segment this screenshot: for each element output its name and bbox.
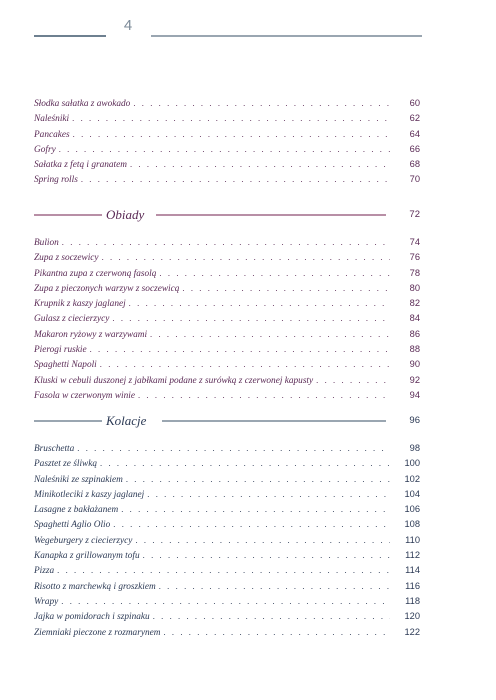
toc-entry-page: 80 — [409, 282, 420, 293]
toc-dot-leader — [159, 579, 390, 594]
toc-entry-page: 74 — [409, 237, 420, 247]
toc-entry-title: Spring rolls — [34, 175, 78, 186]
toc-dot-leader — [100, 456, 390, 471]
toc-entry-title: Pierogi ruskie — [34, 345, 87, 356]
toc-entry-title: Bruschetta — [34, 444, 75, 454]
toc-entry-page: 68 — [409, 159, 420, 170]
section-rule-left — [34, 420, 102, 422]
toc-entry-title: Naleśniki ze szpinakiem — [34, 474, 123, 485]
toc-entry-page: 86 — [409, 328, 420, 339]
toc-entry-page: 62 — [409, 113, 420, 124]
toc-entry-page: 118 — [405, 595, 420, 606]
toc-entry — [34, 441, 420, 456]
section-heading-kolacje — [34, 411, 420, 431]
toc-entry-title: Pikantna zupa z czerwoną fasolą — [34, 268, 157, 279]
toc-entry-page: 110 — [405, 534, 420, 545]
header-rule-right — [151, 35, 422, 37]
header-rule-left — [34, 35, 106, 37]
toc-entry-title: Risotto z marchewką i groszkiem — [34, 581, 156, 592]
toc-dot-leader — [77, 441, 390, 456]
toc-entry — [34, 250, 420, 265]
toc-entry — [34, 266, 420, 281]
toc-list-kolacje — [34, 441, 420, 640]
toc-entry-page: 112 — [405, 550, 420, 561]
toc-entry-page: 114 — [405, 565, 420, 576]
toc-entry — [34, 533, 420, 548]
toc-entry-title: Minikotleciki z kaszy jaglanej — [34, 489, 145, 500]
toc-entry-title: Jajka w pomidorach i szpinaku — [34, 612, 150, 623]
toc-entry — [34, 142, 420, 157]
toc-entry — [34, 388, 420, 403]
toc-entry — [34, 594, 420, 609]
toc-entry — [34, 373, 420, 388]
toc-entry — [34, 517, 420, 532]
toc-entry-title: Pancakes — [34, 129, 70, 140]
toc-entry — [34, 296, 420, 311]
toc-dot-leader — [135, 533, 390, 548]
toc-dot-leader — [130, 157, 390, 172]
section-heading-obiady — [34, 205, 420, 225]
toc-dot-leader — [138, 388, 390, 403]
toc-entry — [34, 357, 420, 372]
toc-dot-leader — [163, 625, 390, 640]
toc-dot-leader — [73, 127, 390, 142]
toc-entry — [34, 579, 420, 594]
toc-entry-page: 120 — [404, 611, 420, 622]
toc-entry-page: 70 — [409, 174, 420, 185]
toc-entry — [34, 127, 420, 142]
page-number: 4 — [123, 17, 133, 34]
toc-dot-leader — [133, 96, 390, 111]
toc-entry-title: Makaron ryżowy z warzywami — [34, 329, 148, 340]
toc-entry — [34, 235, 420, 250]
toc-entry — [34, 311, 420, 326]
toc-entry — [34, 487, 420, 502]
toc-entry-page: 78 — [409, 267, 420, 278]
section-page-number: 96 — [409, 415, 420, 426]
toc-entry-page: 116 — [405, 580, 420, 591]
toc-dot-leader — [81, 172, 390, 187]
toc-dot-leader — [102, 250, 390, 265]
toc-dot-leader — [126, 472, 390, 487]
toc-entry-page: 60 — [409, 98, 420, 108]
toc-entry — [34, 625, 420, 640]
toc-entry-page: 102 — [404, 473, 420, 484]
toc-dot-leader — [147, 487, 390, 502]
toc-entry-page: 122 — [404, 626, 420, 637]
toc-entry-title: Spaghetti Napoli — [34, 360, 97, 371]
toc-entry — [34, 96, 420, 111]
toc-entry-page: 100 — [404, 458, 420, 469]
toc-entry-title: Kanapka z grillowanym tofu — [34, 551, 140, 562]
toc-dot-leader — [150, 327, 390, 342]
toc-dot-leader — [90, 342, 390, 357]
section-rule-right — [156, 214, 386, 216]
toc-dot-leader — [57, 563, 390, 578]
toc-list-breakfast — [34, 96, 420, 188]
section-rule-left — [34, 214, 102, 216]
toc-entry-title: Zupa z pieczonych warzyw z soczewicą — [34, 283, 180, 294]
toc-entry-page: 88 — [409, 344, 420, 355]
toc-dot-leader — [62, 235, 390, 250]
toc-dot-leader — [159, 266, 390, 281]
toc-entry — [34, 281, 420, 296]
toc-entry-title: Krupnik z kaszy jaglanej — [34, 299, 126, 310]
toc-entry-title: Słodka sałatka z awokado — [34, 99, 131, 109]
toc-entry — [34, 327, 420, 342]
toc-dot-leader — [121, 502, 390, 517]
toc-dot-leader — [182, 281, 390, 296]
toc-entry-page: 104 — [404, 488, 420, 499]
toc-entry-page: 98 — [409, 443, 420, 453]
toc-dot-leader — [100, 357, 390, 372]
toc-entry-title: Pizza — [34, 566, 55, 577]
toc-entry — [34, 172, 420, 187]
toc-dot-leader — [112, 311, 390, 326]
toc-entry — [34, 548, 420, 563]
toc-entry-page: 90 — [409, 359, 420, 370]
section-title: Obiady — [106, 207, 145, 222]
toc-entry-title: Gulasz z ciecierzycy — [34, 314, 110, 325]
toc-entry-title: Bulion — [34, 238, 59, 248]
toc-entry-title: Ziemniaki pieczone z rozmarynem — [34, 627, 161, 638]
toc-entry-title: Fasola w czerwonym winie — [34, 390, 135, 401]
toc-list-obiady — [34, 235, 420, 403]
toc-dot-leader — [316, 373, 390, 388]
toc-entry-title: Lasagne z bakłażanem — [34, 505, 119, 516]
toc-dot-leader — [59, 142, 390, 157]
toc-entry-page: 92 — [409, 374, 420, 385]
toc-dot-leader — [72, 111, 390, 126]
toc-entry — [34, 563, 420, 578]
toc-entry-title: Pasztet ze śliwką — [34, 459, 98, 470]
toc-dot-leader — [153, 609, 390, 624]
toc-entry-page: 106 — [404, 504, 420, 515]
toc-entry — [34, 472, 420, 487]
toc-entry — [34, 456, 420, 471]
toc-entry-title: Zupa z soczewicy — [34, 253, 99, 264]
toc-entry-page: 84 — [409, 313, 420, 324]
section-rule-right — [162, 420, 386, 422]
toc-entry-page: 108 — [404, 519, 420, 530]
toc-entry-title: Naleśniki — [34, 114, 70, 125]
toc-dot-leader — [113, 517, 390, 532]
toc-entry-page: 66 — [409, 143, 420, 154]
toc-dot-leader — [129, 296, 390, 311]
toc-entry-title: Sałatka z fetą i granatem — [34, 160, 127, 171]
toc-entry-title: Wrapy — [34, 596, 59, 607]
toc-entry — [34, 157, 420, 172]
toc-entry — [34, 502, 420, 517]
toc-entry-title: Gofry — [34, 144, 56, 155]
toc-dot-leader — [143, 548, 390, 563]
toc-entry-title: Spaghetti Aglio Olio — [34, 520, 111, 531]
toc-entry — [34, 609, 420, 624]
toc-entry-page: 82 — [409, 298, 420, 309]
toc-entry — [34, 111, 420, 126]
toc-dot-leader — [61, 594, 390, 609]
section-title: Kolacje — [106, 413, 147, 428]
toc-entry-page: 94 — [409, 389, 420, 400]
toc-entry-title: Kluski w cebuli duszonej z jabłkami podane z surówką z czerwonej kapusty — [34, 375, 314, 386]
toc-entry-page: 76 — [409, 252, 420, 263]
toc-entry-page: 64 — [409, 128, 420, 139]
section-page-number: 72 — [409, 209, 420, 220]
toc-entry — [34, 342, 420, 357]
toc-entry-title: Wegeburgery z ciecierzycy — [34, 535, 133, 546]
